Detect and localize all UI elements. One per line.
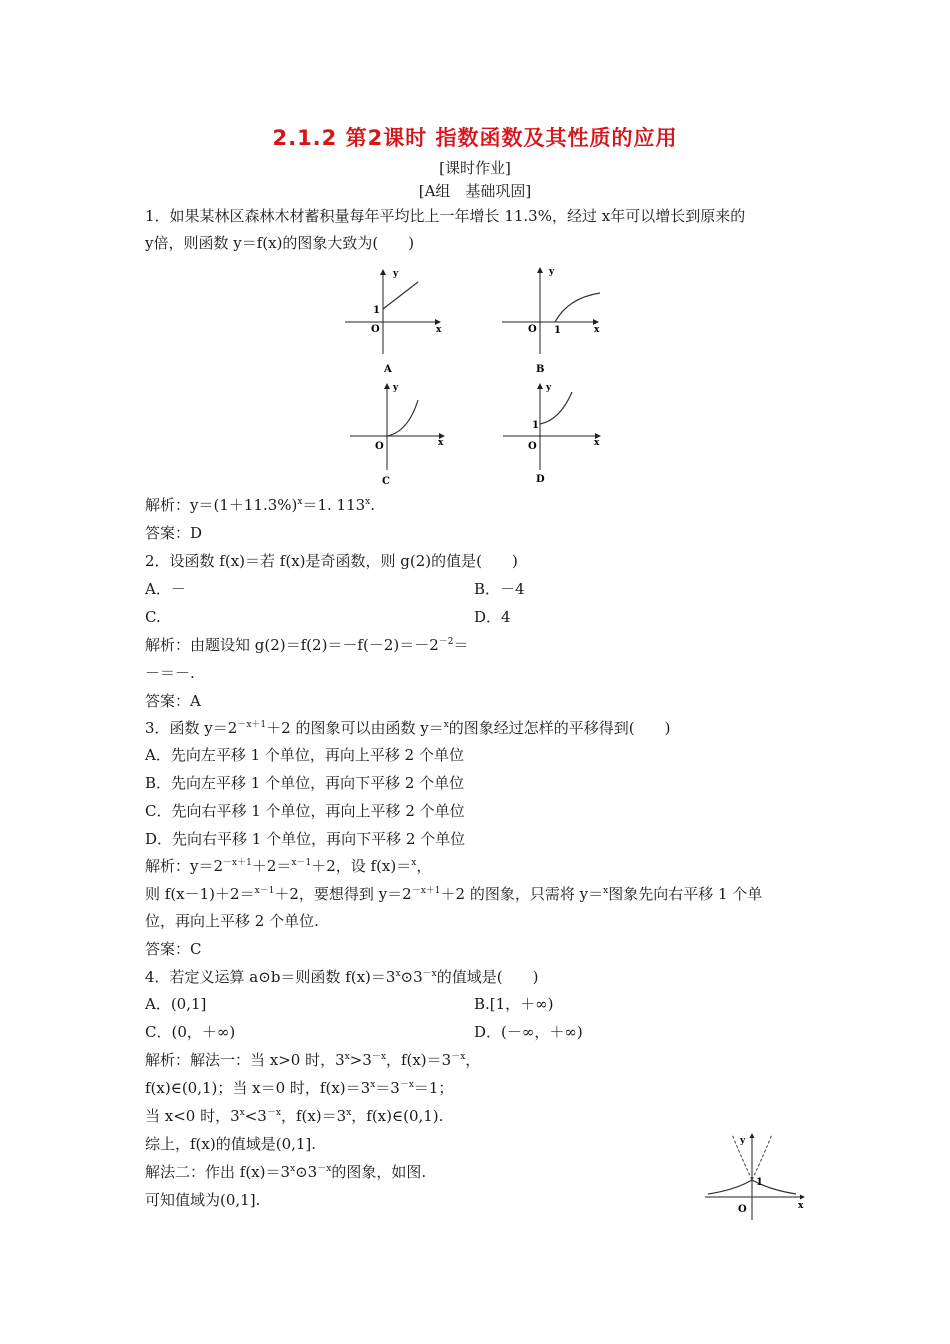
page-title: 2.1.2 第2课时 指数函数及其性质的应用 (272, 126, 678, 150)
q4-solution-line2: f(x)∈(0,1)；当 x＝0 时，$f(x)=3^x=3^{-x}=1$； (145, 1079, 454, 1097)
q3-solution-line2: 则 f(x－1)＋2＝$^{x-1}$＋2，要想得到 $y=2^{-x+1}+2$ 的图象，只需将 y＝$^x$图象先向右平移 1 个单 (145, 885, 763, 903)
q1-answer: 答案：D (145, 524, 203, 542)
q2-option-a: A．－ (145, 580, 186, 598)
graph-a-intercept: 1 (373, 305, 380, 316)
graph-c-y: y (393, 383, 399, 393)
q2-option-b: B．－4 (474, 580, 525, 598)
q4-option-b: B.[1，＋∞) (474, 995, 554, 1013)
graph-c (350, 383, 444, 487)
q3-answer: 答案：C (145, 940, 202, 958)
group-label: [A组 基础巩固] (418, 182, 532, 200)
q1-graphs (0, 262, 950, 502)
q1-stem-line1: 1．如果某林区森林木材蓄积量每年平均比上一年增长 11.3%，经过 x年可以增长到原来的 (145, 207, 746, 225)
q4-stem: 4．若定义运算 a⊙b＝则函数 $f(x)=3^x⊙3^{-x}$的值域是( ) (145, 968, 539, 986)
q4-option-d: D．(－∞，＋∞) (474, 1023, 583, 1041)
q1-stem-line2: y倍，则函数 y＝f(x)的图象大致为( ) (145, 234, 415, 252)
q4-graph-origin: O (738, 1204, 747, 1215)
graph-c-origin: O (375, 441, 384, 452)
graph-d-origin: O (528, 441, 537, 452)
q2-solution-line2: －＝－. (145, 664, 195, 682)
q3-option-b: B．先向左平移 1 个单位，再向下平移 2 个单位 (145, 774, 465, 792)
graph-b-origin: O (528, 324, 537, 335)
section-label: [课时作业] (439, 159, 511, 177)
q4-graph-y: y (740, 1136, 746, 1146)
graph-c-x: x (438, 438, 444, 448)
q4-solution-line6: 可知值域为(0,1]. (145, 1191, 261, 1209)
graph-c-label: C (382, 476, 390, 487)
graph-d (503, 383, 600, 485)
q4-option-c: C．(0，＋∞) (145, 1023, 236, 1041)
graph-a (345, 269, 442, 375)
graph-b-x: x (594, 325, 600, 335)
q4-graph-x: x (798, 1201, 804, 1211)
q3-solution-line3: 位，再向上平移 2 个单位. (145, 912, 319, 930)
graph-d-label: D (536, 474, 545, 485)
q2-solution-line1: 解析：由题设知 $g(2)=f(2)=-f(-2)=-2^{-2}=$ (145, 636, 469, 654)
graph-d-intercept: 1 (532, 420, 539, 431)
q4-option-a: A．(0,1] (145, 995, 207, 1013)
q2-stem: 2．设函数 f(x)＝若 f(x)是奇函数，则 g(2)的值是( ) (145, 552, 518, 570)
q4-solution-line5: 解法二：作出 $f(x)=3^x⊙3^{-x}$的图象，如图. (145, 1163, 427, 1181)
graph-b-intercept: 1 (554, 325, 561, 336)
q4-solution-line1: 解析：解法一：当 x>0 时，$3^x>3^{-x}$，$f(x)=3^{-x}$， (145, 1051, 481, 1069)
graph-a-label: A (384, 364, 392, 375)
q2-answer: 答案：A (145, 692, 201, 710)
q4-graph (700, 1130, 820, 1225)
graph-a-x: x (436, 325, 442, 335)
q2-option-c: C. (145, 608, 161, 626)
q3-option-a: A．先向左平移 1 个单位，再向上平移 2 个单位 (145, 746, 464, 764)
graph-d-y: y (546, 383, 552, 393)
graph-b (502, 267, 600, 375)
graph-b-label: B (536, 364, 545, 375)
q4-solution-line3: 当 x<0 时，$3^x<3^{-x}$，$f(x)=3^x$，f(x)∈(0,1). (145, 1107, 444, 1125)
q3-stem: 3．函数 $y=2^{-x+1}+2$ 的图象可以由函数 y＝$^x$的图象经过怎样的平移得到( ) (145, 719, 671, 737)
q3-option-c: C．先向右平移 1 个单位，再向上平移 2 个单位 (145, 802, 465, 820)
q3-solution-line1: 解析：$y=2^{-x+1}+2=^{x-1}+2$，设 f(x)＝$^x$， (145, 857, 432, 875)
q4-graph-point: 1 (756, 1177, 763, 1188)
graph-a-origin: O (371, 324, 380, 335)
graph-d-x: x (594, 438, 600, 448)
graph-a-y: y (393, 269, 399, 279)
q4-solution-line4: 综上，f(x)的值域是(0,1]. (145, 1135, 317, 1153)
graph-b-y: y (549, 267, 555, 277)
q3-option-d: D．先向右平移 1 个单位，再向下平移 2 个单位 (145, 830, 466, 848)
q2-option-d: D．4 (474, 608, 511, 626)
q1-solution: 解析：$y=(1+11.3\%)^x=1$. 113$^x$. (145, 496, 376, 514)
